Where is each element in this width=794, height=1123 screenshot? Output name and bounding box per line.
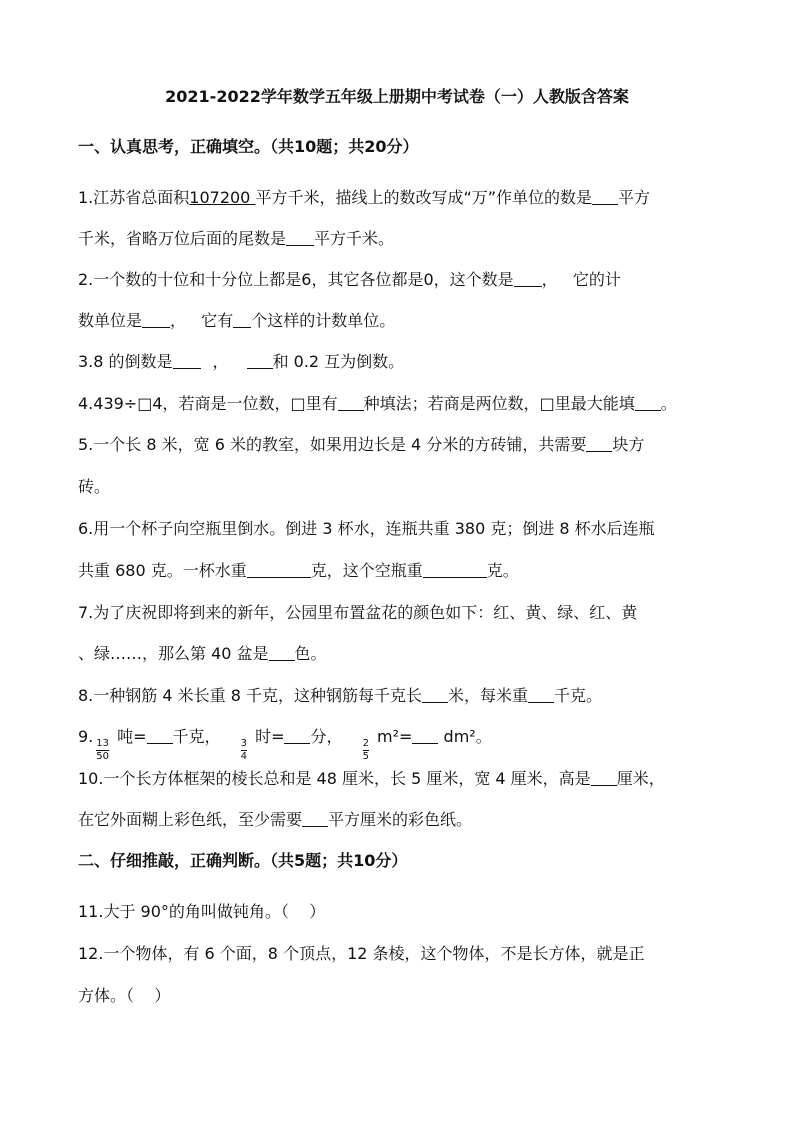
answer-blank[interactable]: [591, 769, 617, 786]
question-6-line-1: 6.用一个杯子向空瓶里倒水。倒进 3 杯水，连瓶共重 380 克；倒进 8 杯水后连瓶: [78, 519, 655, 538]
answer-blank[interactable]: [147, 727, 173, 744]
page-title: 2021-2022学年数学五年级上册期中考试卷（一）人教版含答案: [165, 87, 629, 106]
answer-blank[interactable]: [269, 644, 295, 661]
answer-blank[interactable]: [422, 686, 448, 703]
answer-blank[interactable]: [586, 435, 612, 452]
answer-blank[interactable]: [247, 561, 311, 578]
question-10-line-2: 在它外面糊上彩色纸，至少需要 平方厘米的彩色纸。: [78, 810, 473, 829]
section-heading-fill-in: 一、认真思考，正确填空。（共10题；共20分）: [78, 137, 419, 156]
fraction-3-4: $\frac{3}{4}$: [240, 738, 247, 762]
answer-blank[interactable]: [173, 352, 201, 369]
answer-blank[interactable]: [247, 352, 273, 369]
question-1-line-1: 1.江苏省总面积107200 平方千米，描线上的数改写成“万”作单位的数是 平方: [78, 188, 651, 207]
fraction-13-50: $\frac{13}{50}$: [96, 738, 109, 762]
question-11: 11.大于 90°的角叫做钝角。（ ）: [78, 902, 326, 921]
answer-blank[interactable]: [286, 229, 314, 246]
answer-blank[interactable]: [514, 270, 542, 287]
answer-blank[interactable]: [635, 394, 661, 411]
answer-blank[interactable]: [592, 188, 618, 205]
answer-blank[interactable]: [412, 727, 438, 744]
question-9: 9. $\frac{13}{50}$ 吨= 千克， $\frac{3}{4}$ 时= 分， $\frac{2}{5}$ m²= dm²。: [78, 727, 492, 762]
question-7-line-1: 7.为了庆祝即将到来的新年，公园里布置盆花的颜色如下：红、黄、绿、红、黄: [78, 603, 638, 622]
question-4: 4.439÷□4，若商是一位数，□里有 种填法；若商是两位数，□里最大能填 。: [78, 394, 677, 413]
question-2-line-2: 数单位是 ， 它有 个这样的计数单位。: [78, 311, 396, 330]
question-5-line-1: 5.一个长 8 米，宽 6 米的教室，如果用边长是 4 分米的方砖铺，共需要 块方: [78, 435, 645, 454]
question-6-line-2: 共重 680 克。一杯水重 克，这个空瓶重 克。: [78, 561, 519, 580]
section-heading-judgement: 二、仔细推敲，正确判断。（共5题；共10分）: [78, 851, 408, 870]
answer-blank[interactable]: [284, 727, 310, 744]
question-1-line-2: 千米，省略万位后面的尾数是 平方千米。: [78, 229, 395, 248]
answer-blank[interactable]: [233, 311, 251, 328]
question-3: 3.8 的倒数是 ， 和 0.2 互为倒数。: [78, 352, 405, 371]
question-10-line-1: 10.一个长方体框架的棱长总和是 48 厘米，长 5 厘米，宽 4 厘米，高是 厘米，: [78, 769, 665, 788]
answer-blank[interactable]: [338, 394, 364, 411]
question-12-line-1: 12.一个物体，有 6 个面，8 个顶点，12 条棱，这个物体，不是长方体，就是正: [78, 944, 645, 963]
question-12-line-2: 方体。（ ）: [78, 986, 171, 1005]
answer-blank[interactable]: [528, 686, 554, 703]
question-7-line-2: 、绿……，那么第 40 盆是 色。: [78, 644, 327, 663]
answer-blank[interactable]: [302, 810, 328, 827]
answer-blank[interactable]: [142, 311, 170, 328]
answer-blank[interactable]: [423, 561, 487, 578]
underlined-number: 107200: [189, 188, 256, 207]
question-5-line-2: 砖。: [78, 477, 111, 496]
question-8: 8.一种钢筋 4 米长重 8 千克，这种钢筋每千克长 米，每米重 千克。: [78, 686, 603, 705]
fraction-2-5: $\frac{2}{5}$: [362, 738, 369, 762]
question-2-line-1: 2.一个数的十位和十分位上都是6，其它各位都是0，这个数是 ， 它的计: [78, 270, 621, 289]
